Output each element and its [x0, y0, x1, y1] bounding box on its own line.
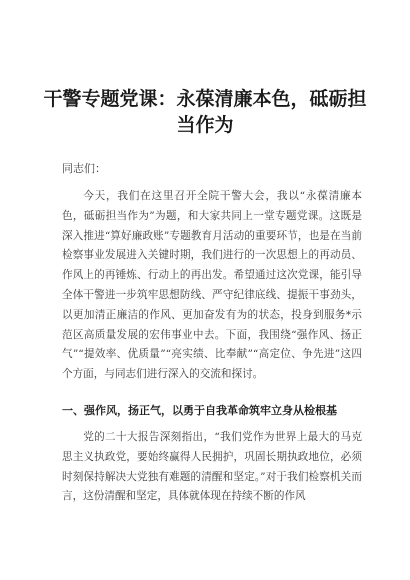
body-paragraph-2: 党的二十大报告深刻指出，“我们党作为世界上最大的马克思主义执政党，要始终赢得人民拥护，巩固长期执政地位，必须时刻保持解决大党独有难题的清醒和坚定。”对于我们检察机关而言，这份清醒和坚定，具体就体现在持续不断的作风 [62, 431, 362, 503]
salutation: 同志们： [62, 162, 106, 175]
section-heading-1: 一、强作风，扬正气，以勇于自我革命筑牢立身从检根基 [62, 404, 337, 417]
document-title: 干警专题党课：永葆清廉本色，砥砺担当作为 [43, 88, 367, 136]
body-paragraph-1: 今天，我们在这里召开全院干警大会，我以“永葆清廉本色，砥砺担当作为”为题，和大家共同上一堂专题党课。这既是深入推进“算好廉政账”专题教育月活动的重要环节，也是在当前检察事业发展进入关键时期，我们进行的一次思想上的再动员、作风上的再锤炼、行动上的再出发。希望通过这次党课，能引导全体干警进一步筑牢思想防线、严守纪律底线、提振干事劲头，以更加清正廉洁的作风、更加奋发有为的状态，投身到服务*示范区高质量发展的宏伟事业中去。下面，我围绕“强作风、扬正气”“提效率、优质量”“亮实绩、比奉献”“高定位、争先进”这四个方面，与同志们进行深入的交流和探讨。 [62, 190, 362, 381]
